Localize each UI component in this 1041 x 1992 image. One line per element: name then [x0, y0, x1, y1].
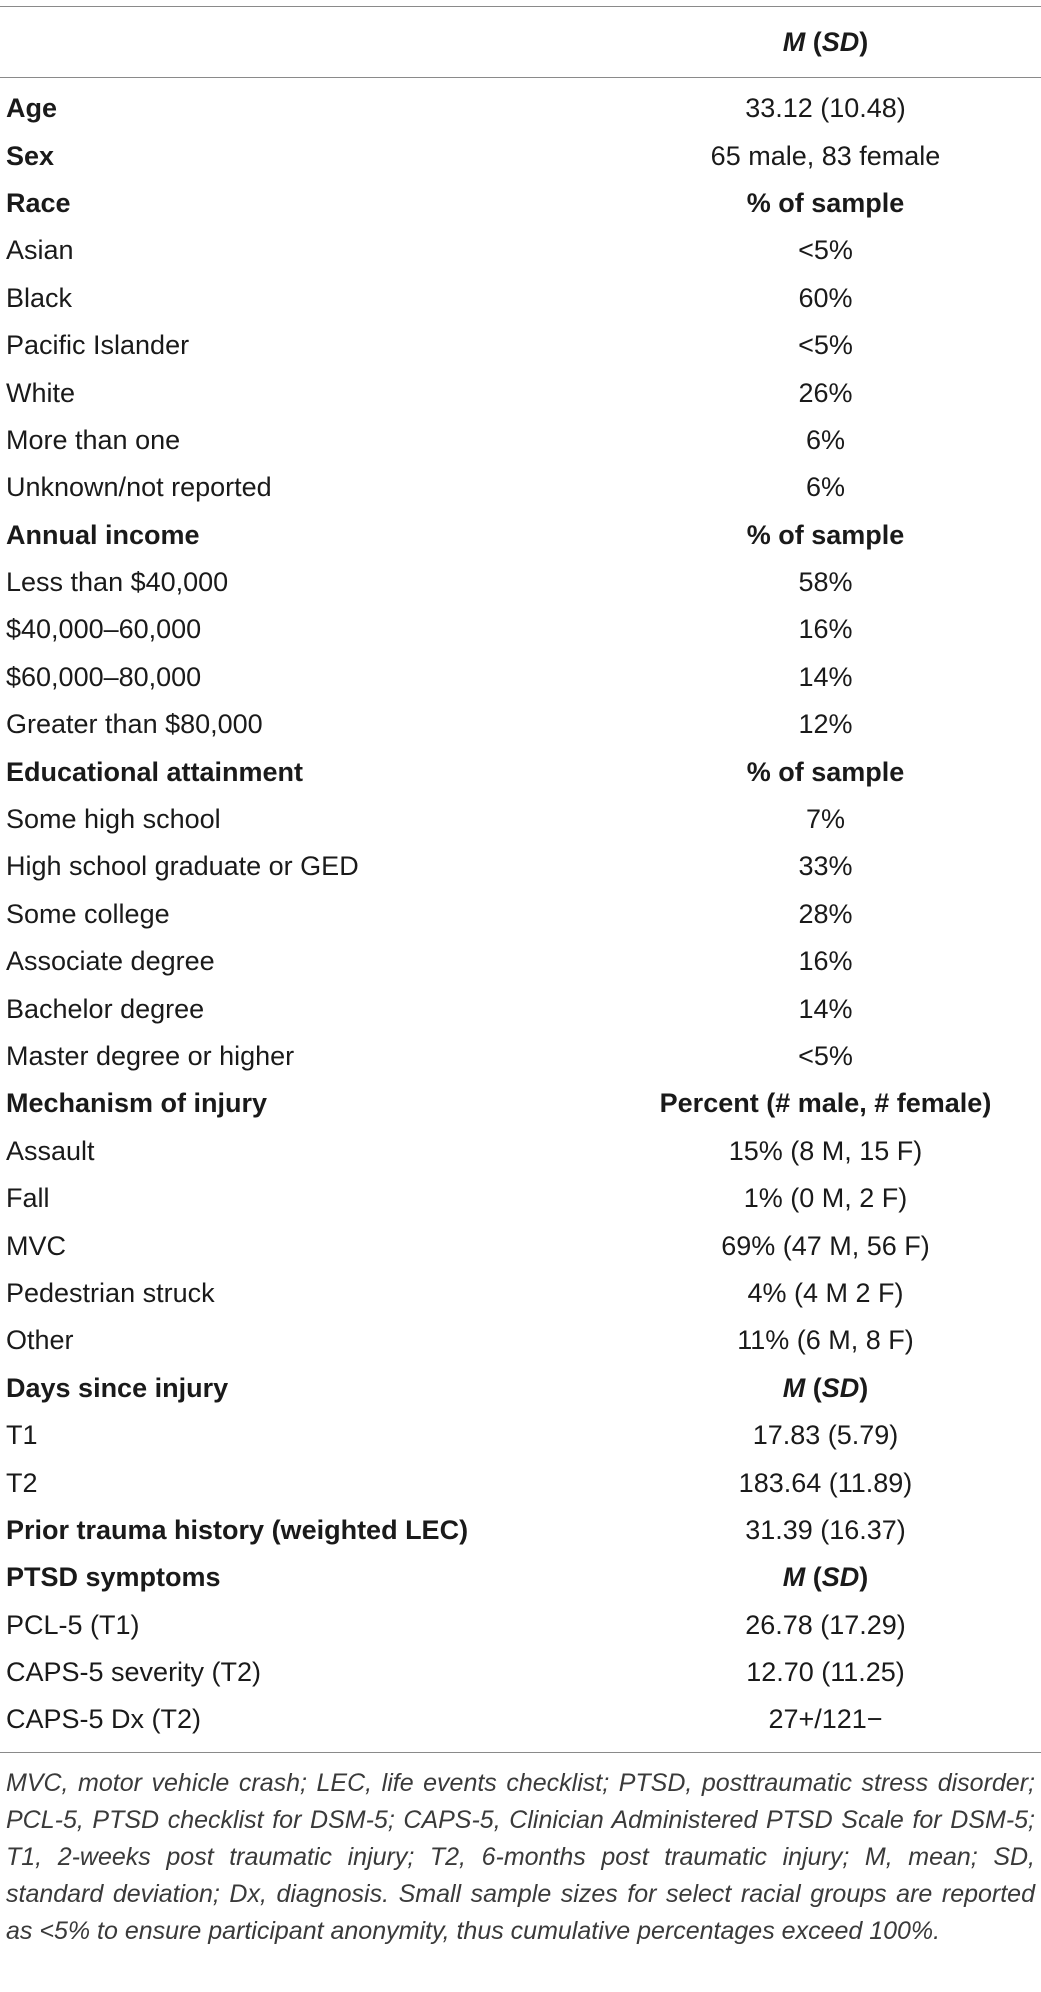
- row-label: More than one: [6, 424, 181, 455]
- value-m: M: [782, 1562, 806, 1593]
- table-row: [0, 1459, 1041, 1506]
- table-row: [0, 512, 1041, 559]
- table-row: [0, 464, 1041, 511]
- row-value: 27+/121−: [768, 1704, 883, 1735]
- row-label: Greater than $80,000: [6, 709, 263, 740]
- row-value: 14%: [798, 661, 853, 692]
- table-row: [0, 417, 1041, 464]
- table-row: [0, 322, 1041, 369]
- table-row: [0, 1554, 1041, 1601]
- row-label: Prior trauma history (weighted LEC): [6, 1514, 469, 1545]
- table-row: [0, 1080, 1041, 1127]
- row-value: 31.39 (16.37): [745, 1514, 906, 1545]
- table-row: [0, 227, 1041, 274]
- table-row: [0, 1602, 1041, 1649]
- row-value: 12%: [798, 709, 853, 740]
- row-label: Other: [6, 1325, 74, 1356]
- row-label: Some college: [6, 898, 170, 929]
- row-value: 11% (6 M, 8 F): [737, 1325, 914, 1356]
- row-label: Fall: [6, 1183, 50, 1214]
- table-row: [0, 1696, 1041, 1743]
- row-value: 12.70 (11.25): [746, 1657, 905, 1688]
- row-value: 58%: [798, 567, 853, 598]
- table-row: [0, 1222, 1041, 1269]
- row-value: 60%: [798, 282, 853, 313]
- row-value: <5%: [798, 330, 853, 361]
- value-sd: SD: [821, 1372, 860, 1403]
- table-row: [0, 701, 1041, 748]
- table-row: [0, 748, 1041, 795]
- row-value: % of sample: [746, 756, 905, 787]
- row-value: 14%: [798, 993, 853, 1024]
- header-sd: SD: [821, 26, 860, 57]
- row-label: Asian: [6, 235, 74, 266]
- row-label: PTSD symptoms: [6, 1562, 221, 1593]
- row-value: 6%: [805, 472, 846, 503]
- row-label: Less than $40,000: [6, 567, 229, 598]
- table-row: [0, 1033, 1041, 1080]
- row-label: Master degree or higher: [6, 1041, 295, 1071]
- table-row: [0, 1270, 1041, 1317]
- table-row: [0, 606, 1041, 653]
- row-value: 69% (47 M, 56 F): [721, 1230, 930, 1261]
- row-value: 4% (4 M 2 F): [747, 1277, 904, 1308]
- table-row: [0, 985, 1041, 1032]
- row-value: 26%: [798, 377, 853, 408]
- row-label: Sex: [6, 140, 55, 171]
- row-value: % of sample: [746, 187, 905, 218]
- row-label: MVC: [6, 1230, 66, 1261]
- row-value: 16%: [798, 614, 853, 645]
- row-label: Race: [6, 187, 71, 218]
- header-value-cell: M (SD): [782, 26, 869, 57]
- table-row: [0, 1507, 1041, 1554]
- table-row: [0, 891, 1041, 938]
- row-label: Some high school: [6, 804, 221, 835]
- table-body: [0, 78, 1041, 1752]
- header-m: M: [782, 26, 806, 57]
- row-value: % of sample: [746, 519, 905, 550]
- row-label: Mechanism of injury: [6, 1088, 268, 1119]
- table-row: [0, 1649, 1041, 1696]
- row-label: Annual income: [6, 519, 200, 550]
- table-row: [0, 1412, 1041, 1459]
- table-row: [0, 180, 1041, 227]
- row-value: 16%: [798, 946, 853, 977]
- row-label: $60,000–80,000: [6, 661, 202, 692]
- row-value: M (SD): [782, 1562, 869, 1593]
- row-value: 26.78 (17.29): [745, 1609, 906, 1640]
- row-label: $40,000–60,000: [6, 614, 202, 645]
- row-label: Bachelor degree: [6, 993, 205, 1024]
- row-value: M (SD): [782, 1372, 869, 1403]
- table-row: [0, 654, 1041, 701]
- table-row: [0, 85, 1041, 132]
- row-label: T2: [6, 1467, 38, 1498]
- row-value: 17.83 (5.79): [752, 1420, 899, 1451]
- table-row: [0, 1365, 1041, 1412]
- row-value: 183.64 (11.89): [738, 1467, 913, 1498]
- row-label: PCL-5 (T1): [6, 1609, 140, 1640]
- row-value: 65 male, 83 female: [710, 140, 941, 171]
- row-label: Age: [6, 93, 58, 124]
- row-value: 33.12 (10.48): [745, 93, 906, 124]
- table-row: [0, 559, 1041, 606]
- row-value: 1% (0 M, 2 F): [743, 1183, 908, 1214]
- table-footnote: MVC, motor vehicle crash; LEC, life events checklist; PTSD, posttraumatic stress disorder; PCL-5, PTSD checklist for DSM-5; CAPS-5, Clinician Administered PTSD Scale for DSM-5; T1, 2-weeks post traumatic injury; T2, 6-months post traumatic injury; M, mean; SD, standard deviation; Dx, diagnosis. Small sample sizes for select racial groups are reported as <5% to ensure participant anonymity, thus cumulative percentages exceed 100%.: [6, 1768, 1035, 1945]
- table-row: [0, 843, 1041, 890]
- row-value: 6%: [805, 424, 846, 455]
- table-row: [0, 132, 1041, 179]
- value-sd: SD: [821, 1562, 860, 1593]
- row-label: Assault: [6, 1135, 95, 1166]
- row-label: White: [6, 377, 76, 408]
- demographics-table: [0, 6, 1041, 1950]
- row-value: 28%: [798, 898, 853, 929]
- row-value: 7%: [805, 804, 846, 835]
- table-row: [0, 938, 1041, 985]
- row-label: T1: [6, 1420, 38, 1451]
- row-value: <5%: [798, 235, 853, 266]
- table-row: [0, 1317, 1041, 1364]
- row-value: 15% (8 M, 15 F): [728, 1135, 923, 1166]
- row-label: High school graduate or GED: [6, 851, 359, 882]
- table-row: [0, 369, 1041, 416]
- table-row: [0, 796, 1041, 843]
- value-m: M: [782, 1372, 806, 1403]
- row-label: Associate degree: [6, 946, 215, 977]
- table-header-row: [0, 7, 1041, 77]
- row-label: Days since injury: [6, 1372, 229, 1403]
- table-row: [0, 1175, 1041, 1222]
- row-value: Percent (# male, # female): [659, 1088, 992, 1119]
- row-label: Pacific Islander: [6, 330, 190, 361]
- row-label: CAPS-5 severity (T2): [6, 1657, 262, 1688]
- row-label: Educational attainment: [6, 756, 304, 787]
- row-label: Unknown/not reported: [6, 472, 272, 503]
- row-value: <5%: [798, 1041, 853, 1071]
- row-label: Black: [6, 282, 73, 313]
- row-label: CAPS-5 Dx (T2): [6, 1704, 202, 1735]
- table-row: [0, 1128, 1041, 1175]
- table-row: [0, 275, 1041, 322]
- row-value: 33%: [798, 851, 853, 882]
- row-label: Pedestrian struck: [6, 1277, 215, 1308]
